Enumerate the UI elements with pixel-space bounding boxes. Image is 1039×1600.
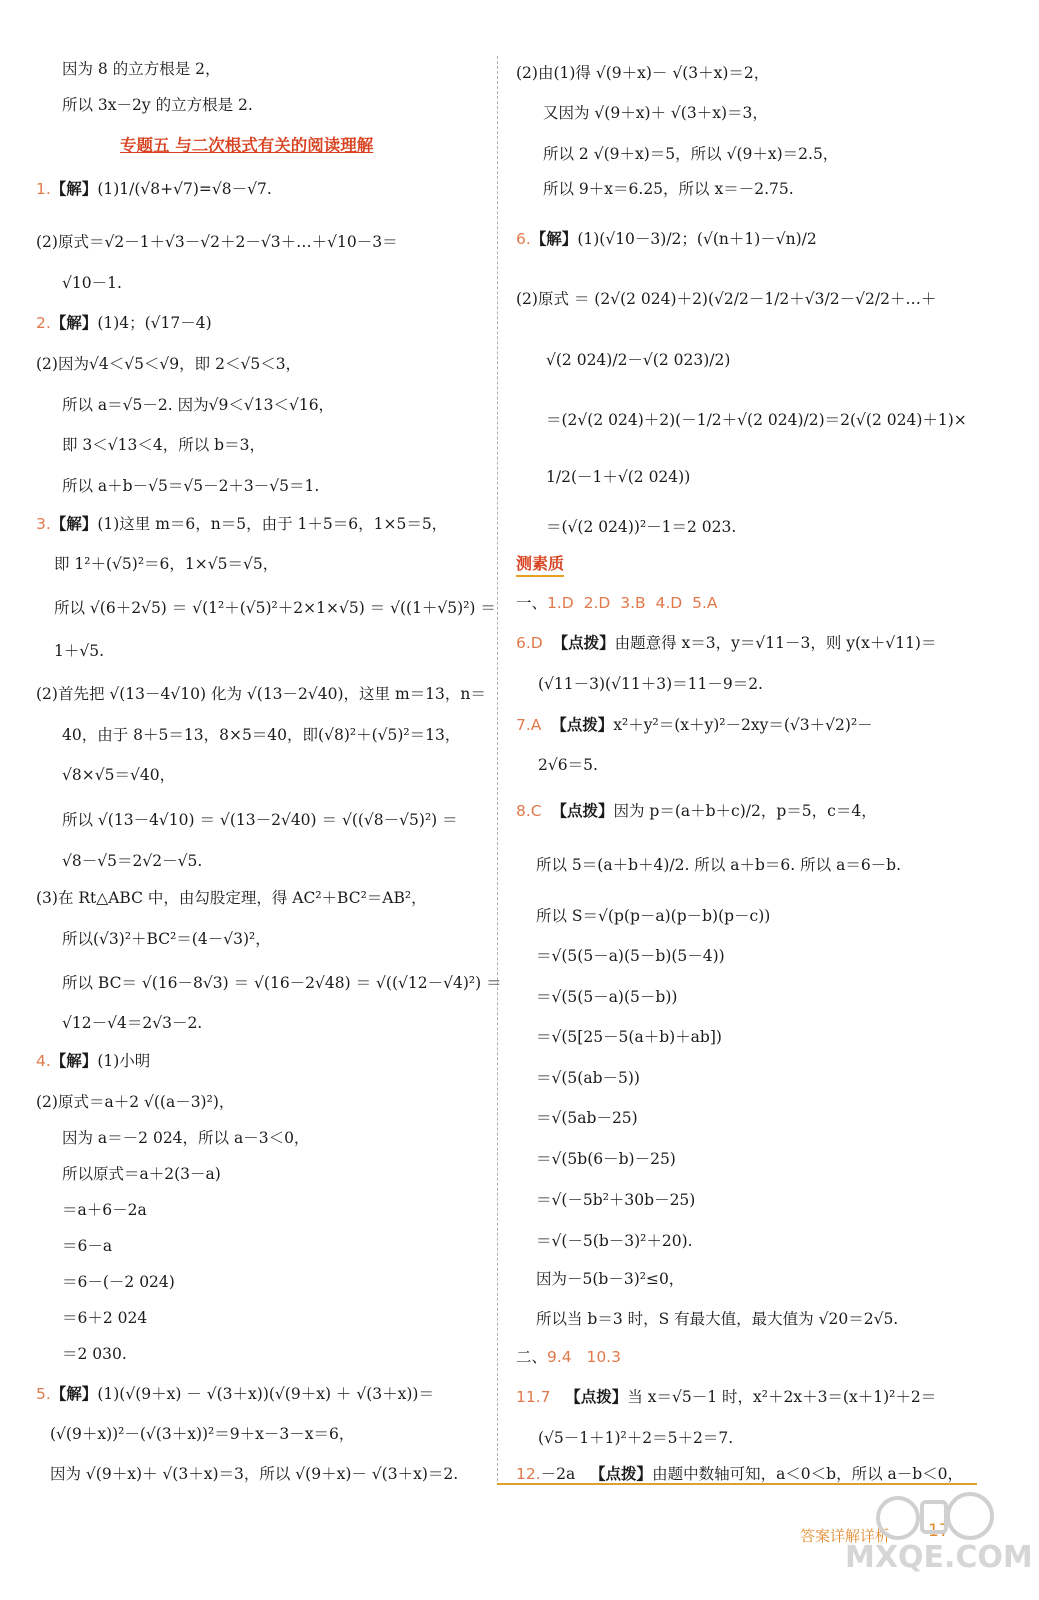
text-line: ＝(2√(2 024)＋2)(－1/2＋√(2 024)/2)＝2(√(2 024)＋1)×	[546, 411, 967, 429]
page-number: 17	[928, 1521, 950, 1541]
question-number: 5.	[36, 1385, 51, 1403]
mc-answer: 4.D	[655, 594, 683, 612]
footer-rule	[497, 1483, 977, 1485]
fill-answer: 10.3	[586, 1348, 621, 1366]
answer-value: －2a	[540, 1465, 576, 1483]
question-number: 4.	[36, 1052, 51, 1070]
hint-label: 【点拨】	[552, 634, 615, 652]
text-line: √8－√5＝2√2－√5.	[62, 852, 203, 870]
text-line: ＝√(5(5－a)(5－b)(5－4))	[536, 947, 725, 965]
hint-label: 【点拨】	[551, 802, 614, 820]
text-line: (1)(√10－3)/2；(√(n＋1)－√n)/2	[577, 230, 817, 248]
text-line: 因为 8 的立方根是 2，	[62, 60, 221, 78]
text-line: ＝√(－5(b－3)²＋20).	[536, 1232, 693, 1250]
text-line: 因为 √(9＋x)＋ √(3＋x)＝3，所以 √(9＋x)－ √(3＋x)＝2.	[50, 1465, 459, 1483]
text-line: (√11－3)(√11＋3)＝11－9＝2.	[538, 675, 763, 693]
text-line: (1)1/(√8+√7)=√8－√7.	[97, 180, 272, 198]
text-line: 2√6＝5.	[538, 756, 598, 774]
text-line: 因为 p＝(a＋b＋c)/2，p＝5，c＝4，	[613, 802, 877, 820]
question-number: 7.A	[516, 716, 542, 734]
text-line: (1)小明	[97, 1052, 151, 1070]
question-number: 1.	[36, 180, 51, 198]
text-line: 所以 5＝(a＋b＋4)/2. 所以 a＋b＝6. 所以 a＝6－b.	[536, 856, 902, 874]
question-11	[516, 1386, 936, 1408]
text-line: ＝√(5ab－25)	[536, 1109, 638, 1127]
watermark-logo-icon	[858, 1488, 1008, 1544]
text-line: 所以(√3)²＋BC²＝(4－√3)²，	[62, 930, 271, 948]
text-line: √8×√5＝√40，	[62, 766, 176, 784]
text-line: 所以 √(6＋2√5) ＝ √(1²＋(√5)²＋2×1×√5) ＝ √((1＋√5)²) ＝	[54, 599, 496, 617]
question-6-mc	[516, 632, 936, 654]
mc-answer: 1.D	[547, 594, 574, 612]
mc-answer: 2.D	[583, 594, 611, 612]
text-line: (2)因为√4＜√5＜√9，即 2＜√5＜3，	[36, 355, 302, 373]
question-12	[516, 1463, 963, 1485]
text-line: √(2 024)/2－√(2 023)/2)	[546, 351, 731, 369]
text-line: (√(9＋x))²－(√(3＋x))²＝9＋x－3－x＝6，	[50, 1425, 355, 1443]
text-line: 当 x＝√5－1 时，x²＋2x＋3＝(x＋1)²＋2＝	[627, 1388, 937, 1406]
question-6	[516, 228, 817, 250]
answer-label: 【解】	[50, 180, 98, 198]
text-line: 因为 a＝－2 024，所以 a－3＜0，	[62, 1129, 310, 1147]
text-line: (3)在 Rt△ABC 中，由勾股定理，得 AC²＋BC²＝AB²，	[36, 889, 427, 907]
question-number: 12.	[516, 1465, 541, 1483]
text-line: 所以 √(13－4√10) ＝ √(13－2√40) ＝ √((√8－√5)²) ＝	[62, 811, 458, 829]
text-line: 所以原式＝a＋2(3－a)	[62, 1165, 221, 1183]
text-line: (2)原式 ＝ (2√(2 024)＋2)(√2/2－1/2＋√3/2－√2/2＋…＋	[516, 290, 937, 308]
text-line: (2)由(1)得 √(9＋x)－ √(3＋x)＝2，	[516, 64, 770, 82]
question-4	[36, 1050, 150, 1072]
text-line: (2)原式＝a＋2 √((a－3)²)，	[36, 1093, 235, 1111]
section-title: 专题五 与二次根式有关的阅读理解	[120, 136, 374, 155]
answer-label: 【解】	[50, 1385, 98, 1403]
text-line: 即 1²＋(√5)²＝6，1×√5＝√5，	[54, 555, 279, 573]
text-line: (√5－1＋1)²＋2＝5＋2＝7.	[538, 1429, 734, 1447]
answer-label: 【解】	[50, 314, 98, 332]
text-line: (1)这里 m＝6，n＝5，由于 1＋5＝6，1×5＝5，	[97, 515, 448, 533]
question-5	[36, 1383, 434, 1405]
text-line: ＝√(5(5－a)(5－b))	[536, 988, 678, 1006]
text-line: ＝√(5[25－5(a＋b)＋ab])	[536, 1028, 722, 1046]
text-line: 因为－5(b－3)²≤0，	[536, 1270, 685, 1288]
column-divider	[497, 56, 498, 1481]
text-line: 所以 2 √(9＋x)＝5，所以 √(9＋x)＝2.5，	[543, 145, 839, 163]
text-line: ＝√(－5b²＋30b－25)	[536, 1191, 696, 1209]
fill-answer: 9.4	[547, 1348, 572, 1366]
section-heading: 测素质	[516, 553, 564, 577]
question-7	[516, 714, 873, 736]
text-line: 即 3＜√13＜4，所以 b＝3，	[62, 436, 265, 454]
question-number: 6.D	[516, 634, 543, 652]
text-line: 所以 S＝√(p(p－a)(p－b)(p－c))	[536, 907, 771, 925]
hint-label: 【点拨】	[565, 1388, 628, 1406]
fill-in-answers	[516, 1346, 621, 1368]
text-line: 所以 3x－2y 的立方根是 2.	[62, 96, 253, 114]
mc-answer: 3.B	[620, 594, 646, 612]
hint-label: 【点拨】	[590, 1465, 653, 1483]
text-line: (1)4；(√17－4)	[97, 314, 212, 332]
text-line: 1/2(－1＋√(2 024))	[546, 468, 691, 486]
text-line: ＝6－(－2 024)	[62, 1273, 175, 1291]
question-number: 3.	[36, 515, 51, 533]
question-2	[36, 312, 212, 334]
text-line: 又因为 √(9＋x)＋ √(3＋x)＝3，	[543, 104, 768, 122]
text-line: ＝a＋6－2a	[62, 1201, 147, 1219]
text-line: 所以 a＋b－√5＝√5－2＋3－√5＝1.	[62, 477, 320, 495]
mc-answer: 5.A	[692, 594, 718, 612]
text-line: (2)原式＝√2－1＋√3－√2＋2－√3＋…＋√10－3＝	[36, 233, 398, 251]
text-line: ＝√(5(ab－5))	[536, 1069, 640, 1087]
question-number: 8.C	[516, 802, 542, 820]
text-line: ＝√(5b(6－b)－25)	[536, 1150, 676, 1168]
answer-label: 【解】	[50, 515, 98, 533]
text-line: 所以当 b＝3 时，S 有最大值，最大值为 √20＝2√5.	[536, 1310, 899, 1328]
text-line: 1＋√5.	[54, 642, 105, 660]
text-line: ＝2 030.	[62, 1345, 127, 1363]
text-line: (2)首先把 √(13－4√10) 化为 √(13－2√40)，这里 m＝13，n＝	[36, 685, 486, 703]
answer-label: 【解】	[530, 230, 578, 248]
question-1	[36, 178, 272, 200]
question-number: 2.	[36, 314, 51, 332]
text-line: ＝(√(2 024))²－1＝2 023.	[546, 518, 737, 536]
text-line: 所以 9＋x＝6.25，所以 x＝－2.75.	[543, 180, 794, 198]
question-3	[36, 513, 447, 535]
text-line: √10－1.	[62, 274, 122, 292]
answer-label: 【解】	[50, 1052, 98, 1070]
multiple-choice-answers	[516, 592, 718, 614]
text-line: ＝6－a	[62, 1237, 113, 1255]
text-line: (1)(√(9＋x) － √(3＋x))(√(9＋x) ＋ √(3＋x))＝	[97, 1385, 434, 1403]
text-line: √12－√4＝2√3－2.	[62, 1014, 203, 1032]
question-number: 6.	[516, 230, 531, 248]
question-number: 11.7	[516, 1388, 551, 1406]
footer-label: 答案详解详析	[800, 1527, 891, 1545]
part-label: 二、	[516, 1348, 548, 1366]
watermark-text: MXQE.COM	[845, 1540, 1033, 1575]
question-8	[516, 800, 877, 822]
text-line: 所以 a＝√5－2. 因为√9＜√13＜√16，	[62, 396, 335, 414]
text-line: x²＋y²＝(x＋y)²－2xy＝(√3＋√2)²－	[613, 716, 873, 734]
text-line: 由题中数轴可知，a＜0＜b，所以 a－b＜0，	[652, 1465, 964, 1483]
hint-label: 【点拨】	[551, 716, 614, 734]
part-label: 一、	[516, 594, 548, 612]
text-line: ＝6＋2 024	[62, 1309, 148, 1327]
text-line: 所以 BC＝ √(16－8√3) ＝ √(16－2√48) ＝ √((√12－√4)²) ＝	[62, 974, 502, 992]
text-line: 40，由于 8＋5＝13，8×5＝40，即(√8)²＋(√5)²＝13，	[62, 726, 461, 744]
text-line: 由题意得 x＝3，y＝√11－3，则 y(x＋√11)＝	[614, 634, 937, 652]
